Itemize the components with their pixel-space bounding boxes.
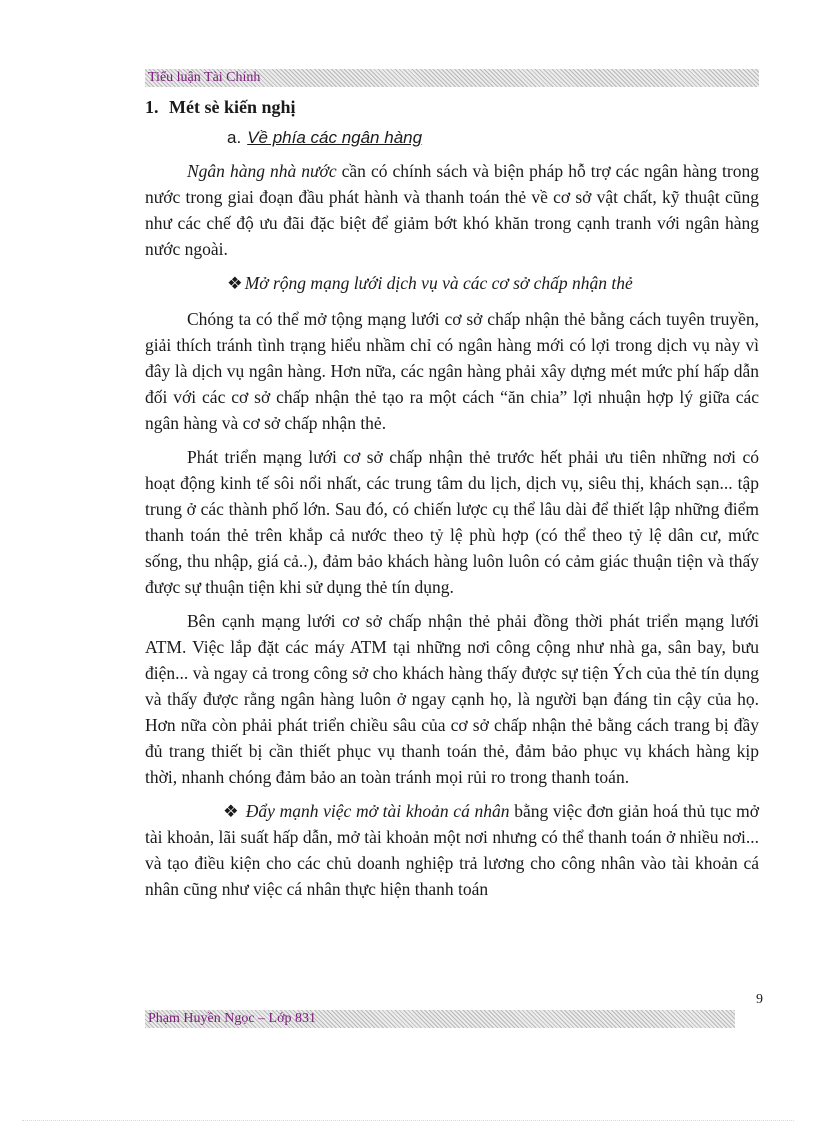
paragraph-5-italic: Đẩy mạnh việc mở tài khoản cá nhân: [245, 801, 510, 821]
paragraph-5: [145, 798, 759, 902]
header-band: [145, 69, 759, 87]
bullet-heading: [145, 270, 759, 296]
paragraph-3: Phát triển mạng lưới cơ sở chấp nhận thẻ trước hết phải ưu tiên những nơi có hoạt động kinh tế sôi nổi nhất, các trung tâm du lịch, dịch vụ, siêu thị, khách sạn... tập trung ở các thành phố lớn. Sau đó, có chiến lược cụ thể lâu dài để thiết lập những điểm thanh toán thẻ trên khắp cả nước theo tỷ lệ phù hợp (có thể theo tỷ lệ dân cư, mức sống, thu nhập, giá cả..), đảm bảo khách hàng luôn luôn có cảm giác thuận tiện và thấy được sự thuận tiện khi sử dụng thẻ tín dụng.: [145, 447, 759, 597]
subsection-title: Về phía các ngân hàng: [247, 128, 423, 147]
section-number: 1.: [145, 97, 159, 117]
paragraph-5-text: bằng việc đơn giản hoá thủ tục mở tài khoản, lãi suất hấp dẫn, mở tài khoản một nơi nhưng có thể thanh toán ở nhiều nơi... và tạo điều kiện cho các chủ doanh nghiệp trả lương cho công nhân vào tài khoản cá nhân cũng như việc cá nhân thực hiện thanh toán: [145, 801, 759, 899]
paragraph-1: [145, 158, 759, 262]
diamond-bullet-icon: ❖: [227, 273, 243, 293]
diamond-bullet-icon: ❖: [223, 801, 240, 821]
section-title: Mét sè kiến nghị: [169, 97, 296, 117]
page-number: 9: [756, 992, 763, 1007]
page-bottom-divider: [22, 1120, 794, 1121]
paragraph-4: Bên cạnh mạng lưới cơ sở chấp nhận thẻ phải đồng thời phát triển mạng lưới ATM. Việc lắp đặt các máy ATM tại những nơi công cộng như nhà ga, sân bay, bưu điện... và ngay cả trong công sở cho khách hàng thấy được sự tiện Ých của thẻ tín dụng và thấy được rằng ngân hàng luôn ở ngay cạnh họ, là người bạn đáng tin cậy của họ. Hơn nữa còn phải phát triển chiều sâu của cơ sở chấp nhận thẻ bằng cách trang bị đầy đủ trang thiết bị cần thiết phục vụ thanh toán thẻ, đảm bảo phục vụ khách hàng kịp thời, nhanh chóng đảm bảo an toàn tránh mọi rủi ro trong thanh toán.: [145, 611, 759, 787]
paragraph-1-text: cần có chính sách và biện pháp hỗ trợ các ngân hàng trong nước trong giai đoạn đầu phát hành và thanh toán thẻ về cơ sở vật chất, kỹ thuật cũng như các chế độ ưu đãi đặc biệt để giảm bớt khó khăn trong cạnh tranh với ngân hàng nước ngoài.: [145, 161, 759, 259]
section-heading: [145, 94, 759, 120]
footer-band: [145, 1010, 735, 1028]
header-title: Tiểu luận Tài Chính: [148, 70, 261, 85]
subsection-letter: a.: [227, 128, 242, 147]
page-content: [145, 94, 759, 910]
paragraph-1-italic: Ngân hàng nhà nước: [187, 161, 337, 181]
footer-text: Phạm Huyền Ngọc – Lớp 831: [148, 1011, 316, 1026]
bullet-heading-text: Mở rộng mạng lưới dịch vụ và các cơ sở chấp nhận thẻ: [244, 273, 633, 293]
paragraph-2: Chóng ta có thể mở tộng mạng lưới cơ sở chấp nhận thẻ bằng cách tuyên truyền, giải thích tránh tình trạng hiểu nhầm chỉ có ngân hàng mới có lợi trong dịch vụ này vì đây là dịch vụ ngân hàng. Hơn nữa, các ngân hàng phải xây dựng mét mức phí hấp dẫn đối với các cơ sở chấp nhận thẻ tạo ra một cách “ăn chia” lợi nhuận hợp lý giữa các ngân hàng và cơ sở chấp nhận thẻ.: [145, 309, 759, 433]
subsection-heading: [227, 126, 759, 150]
